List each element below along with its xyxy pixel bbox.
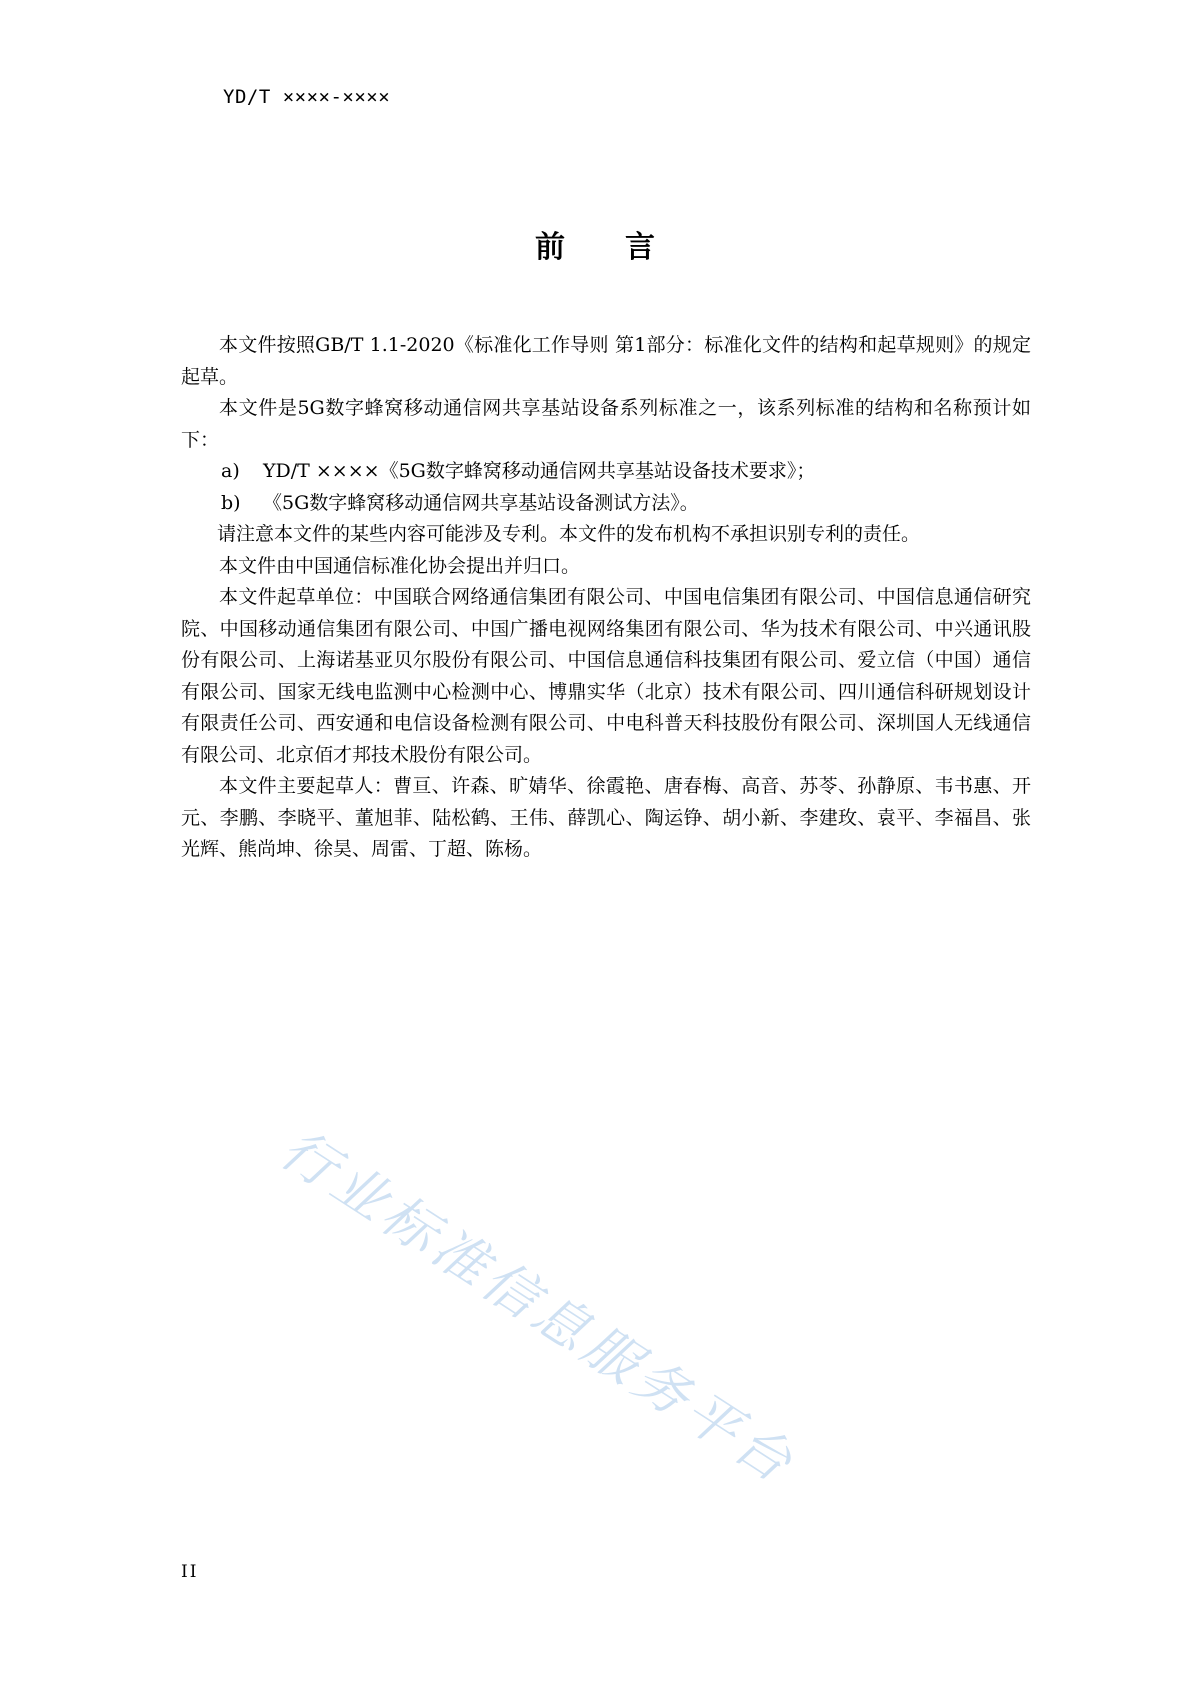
list-marker: a) bbox=[221, 460, 240, 482]
list-item bbox=[181, 488, 1031, 520]
document-code: YD/T ××××-×××× bbox=[223, 86, 391, 108]
list-marker: b) bbox=[221, 491, 241, 514]
paragraph-drafters: 本文件主要起草人：曹亘、许森、旷婧华、徐霞艳、唐春梅、高音、苏苓、孙静原、韦书惠、开元、李鹏、李晓平、董旭菲、陆松鹤、王伟、薛凯心、陶运铮、胡小新、李建玫、袁平、李福昌、张光辉、熊尚坤、徐昊、周雷、丁超、陈杨。 bbox=[181, 775, 1031, 860]
list-item-text: 《5G数字蜂窝移动通信网共享基站设备测试方法》。 bbox=[263, 491, 699, 514]
paragraph-proposer: 本文件由中国通信标准化协会提出并归口。 bbox=[219, 554, 581, 577]
list-item-text: YD/T ××××《5G数字蜂窝移动通信网共享基站设备技术要求》； bbox=[263, 460, 816, 482]
paragraph-drafting-units: 本文件起草单位：中国联合网络通信集团有限公司、中国电信集团有限公司、中国信息通信研究院、中国移动通信集团有限公司、中国广播电视网络集团有限公司、华为技术有限公司、中兴通讯股份有限公司、上海诺基亚贝尔股份有限公司、中国信息通信科技集团有限公司、爱立信（中国）通信有限公司、国家无线电监测中心检测中心、博鼎实华（北京）技术有限公司、四川通信科研规划设计有限责任公司、西安通和电信设备检测有限公司、中电科普天科技股份有限公司、深圳国人无线通信有限公司、北京佰才邦技术股份有限公司。 bbox=[181, 586, 1031, 766]
paragraph-patent-notice: 请注意本文件的某些内容可能涉及专利。本文件的发布机构不承担识别专利的责任。 bbox=[217, 523, 921, 545]
page-number: II bbox=[181, 1562, 199, 1582]
page-title: 前言 bbox=[535, 230, 715, 265]
paragraph-drafting-rules: 本文件按照GB/T 1.1-2020《标准化工作导则 第1部分：标准化文件的结构和起草规则》的规定起草。 bbox=[181, 334, 1031, 388]
watermark: 行业标准信息服务平台 bbox=[269, 1117, 808, 1497]
list-item bbox=[181, 456, 1031, 488]
foreword-body bbox=[181, 330, 1031, 866]
paragraph-series-intro: 本文件是5G数字蜂窝移动通信网共享基站设备系列标准之一，该系列标准的结构和名称预计如下： bbox=[181, 397, 1031, 451]
